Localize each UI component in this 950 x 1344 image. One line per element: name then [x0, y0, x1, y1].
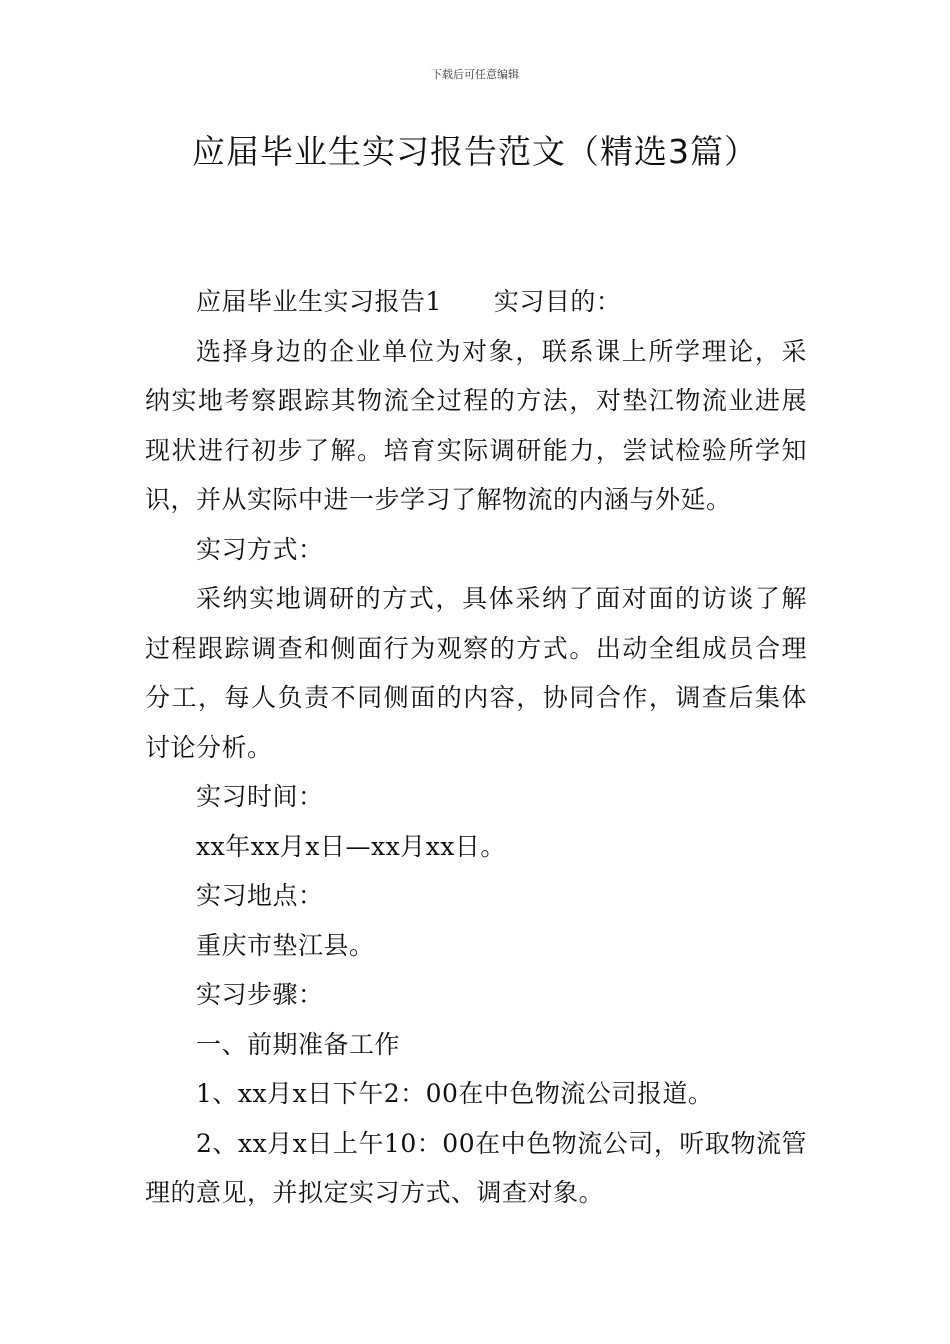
- paragraph-time-label: 实习时间：: [196, 782, 324, 811]
- paragraph-purpose: 选择身边的企业单位为对象，联系课上所学理论，采纳实地考察跟踪其物流全过程的方法，对垫江物流业进展现状进行初步了解。培育实际调研能力，尝试检验所学知识，并从实际中进一步学习了解物流的内涵与外延。: [145, 336, 807, 514]
- paragraph-steps-label: 实习步骤：: [196, 980, 324, 1009]
- purpose-label: 实习目的：: [493, 287, 622, 316]
- document-title: 应届毕业生实习报告范文（精选3篇）: [192, 132, 758, 171]
- section-heading-line: [145, 277, 807, 327]
- paragraph-location-label: 实习地点：: [196, 881, 324, 910]
- paragraph-step-1: 1、xx月x日下午2：00在中色物流公司报道。: [196, 1079, 714, 1108]
- paragraph-location: 重庆市垫江县。: [196, 930, 375, 960]
- download-note: 下载后可任意编辑: [431, 68, 519, 81]
- section-heading: 应届毕业生实习报告1: [196, 287, 442, 316]
- paragraph-step-2: 2、xx月x日上午10：00在中色物流公司，听取物流管理的意见，并拟定实习方式、调查对象。: [145, 1128, 807, 1207]
- paragraph-step-one-heading: 一、前期准备工作: [196, 1029, 401, 1059]
- paragraph-time: xx年xx月x日—xx月xx日。: [196, 831, 506, 861]
- paragraph-method-label: 实习方式：: [196, 534, 324, 564]
- document-body: [145, 277, 807, 1218]
- paragraph-method: 采纳实地调研的方式，具体采纳了面对面的访谈了解过程跟踪调查和侧面行为观察的方式。出动全组成员合理分工，每人负责不同侧面的内容，协同合作，调查后集体讨论分析。: [145, 584, 807, 762]
